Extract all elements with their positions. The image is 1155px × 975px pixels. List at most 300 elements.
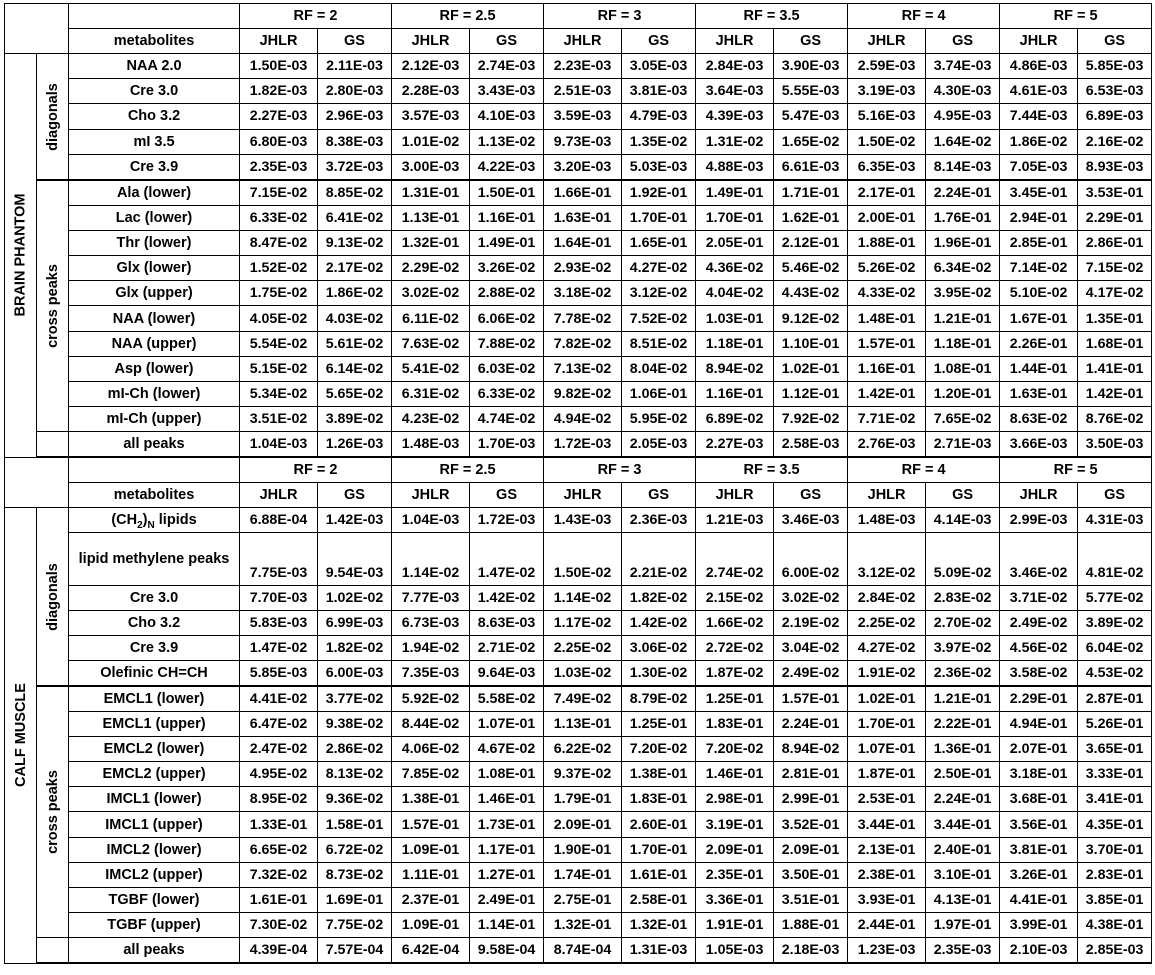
calf-jhlr-value: 2.29E-01 bbox=[1000, 686, 1078, 712]
brain-metabolite-name: mI-Ch (upper) bbox=[69, 406, 240, 431]
brain-jhlr-value: 1.48E-03 bbox=[392, 432, 470, 458]
brain-gs-value: 3.05E-03 bbox=[622, 54, 696, 79]
results-table bbox=[4, 3, 1152, 964]
brain-jhlr-value: 6.33E-02 bbox=[240, 206, 318, 231]
brain-rf-header: RF = 3.5 bbox=[696, 4, 848, 29]
calf-jhlr-value: 1.61E-01 bbox=[240, 887, 318, 912]
calf-gs-value: 2.60E-01 bbox=[622, 812, 696, 837]
brain-gs-value: 1.65E-01 bbox=[622, 231, 696, 256]
brain-gs-value: 1.35E-02 bbox=[622, 129, 696, 154]
calf-gs-value: 4.81E-02 bbox=[1078, 533, 1152, 586]
calf-diagonals-label-wrap bbox=[37, 510, 68, 684]
brain-cross-row bbox=[5, 381, 1152, 406]
calf-gs-value: 1.17E-01 bbox=[470, 837, 544, 862]
brain-gs-header: GS bbox=[926, 29, 1000, 54]
brain-gs-value: 7.15E-02 bbox=[1078, 256, 1152, 281]
calf-gs-value: 2.24E-01 bbox=[774, 712, 848, 737]
calf-all-peaks-spacer bbox=[37, 938, 69, 964]
calf-jhlr-value: 6.65E-02 bbox=[240, 837, 318, 862]
brain-metabolite-name: Lac (lower) bbox=[69, 206, 240, 231]
brain-gs-value: 3.43E-03 bbox=[470, 79, 544, 104]
brain-gs-value: 5.46E-02 bbox=[774, 256, 848, 281]
calf-jhlr-value: 1.43E-03 bbox=[544, 508, 622, 533]
brain-rf-header: RF = 4 bbox=[848, 4, 1000, 29]
calf-jhlr-value: 1.38E-01 bbox=[392, 787, 470, 812]
calf-gs-value: 3.97E-02 bbox=[926, 636, 1000, 661]
brain-gs-value: 1.50E-01 bbox=[470, 180, 544, 206]
calf-cross-label bbox=[37, 686, 69, 938]
calf-cross-row bbox=[5, 887, 1152, 912]
brain-cross-row bbox=[5, 281, 1152, 306]
brain-diagonal-row bbox=[5, 79, 1152, 104]
brain-jhlr-value: 7.15E-02 bbox=[240, 180, 318, 206]
calf-gs-value: 3.85E-01 bbox=[1078, 887, 1152, 912]
brain-jhlr-value: 2.59E-03 bbox=[848, 54, 926, 79]
brain-gs-value: 2.58E-03 bbox=[774, 432, 848, 458]
brain-gs-value: 2.80E-03 bbox=[318, 79, 392, 104]
brain-gs-value: 8.14E-03 bbox=[926, 154, 1000, 180]
calf-section-label-wrap bbox=[5, 511, 36, 960]
brain-rf-header: RF = 3 bbox=[544, 4, 696, 29]
brain-jhlr-value: 7.82E-02 bbox=[544, 331, 622, 356]
calf-gs-value: 1.47E-02 bbox=[470, 533, 544, 586]
calf-gs-value: 8.13E-02 bbox=[318, 762, 392, 787]
calf-jhlr-value: 1.90E-01 bbox=[544, 837, 622, 862]
brain-gs-value: 6.33E-02 bbox=[470, 381, 544, 406]
calf-jhlr-value: 3.81E-01 bbox=[1000, 837, 1078, 862]
brain-jhlr-value: 7.63E-02 bbox=[392, 331, 470, 356]
brain-jhlr-value: 1.13E-01 bbox=[392, 206, 470, 231]
brain-gs-value: 2.17E-02 bbox=[318, 256, 392, 281]
brain-gs-value: 1.86E-02 bbox=[318, 281, 392, 306]
brain-metabolite-name: Cre 3.9 bbox=[69, 154, 240, 180]
brain-jhlr-value: 4.61E-03 bbox=[1000, 79, 1078, 104]
calf-gs-value: 1.72E-03 bbox=[470, 508, 544, 533]
brain-gs-value: 8.93E-03 bbox=[1078, 154, 1152, 180]
brain-gs-value: 4.43E-02 bbox=[774, 281, 848, 306]
calf-gs-value: 5.77E-02 bbox=[1078, 586, 1152, 611]
brain-gs-value: 2.24E-01 bbox=[926, 180, 1000, 206]
calf-section-label bbox=[5, 508, 37, 964]
brain-jhlr-value: 7.14E-02 bbox=[1000, 256, 1078, 281]
calf-gs-value: 6.04E-02 bbox=[1078, 636, 1152, 661]
brain-jhlr-value: 6.31E-02 bbox=[392, 381, 470, 406]
calf-jhlr-value: 1.46E-01 bbox=[696, 762, 774, 787]
calf-gs-value: 4.35E-01 bbox=[1078, 812, 1152, 837]
brain-gs-value: 6.53E-03 bbox=[1078, 79, 1152, 104]
brain-diagonals-label-text: diagonals bbox=[44, 82, 61, 151]
brain-jhlr-value: 3.20E-03 bbox=[544, 154, 622, 180]
calf-subheader-row bbox=[5, 483, 1152, 508]
calf-cross-row bbox=[5, 712, 1152, 737]
calf-jhlr-value: 1.14E-02 bbox=[544, 586, 622, 611]
calf-jhlr-value: 1.21E-03 bbox=[696, 508, 774, 533]
calf-gs-value: 1.08E-01 bbox=[470, 762, 544, 787]
brain-metabolite-name: NAA (lower) bbox=[69, 306, 240, 331]
calf-jhlr-value: 2.99E-03 bbox=[1000, 508, 1078, 533]
brain-metabolite-name: Thr (lower) bbox=[69, 231, 240, 256]
brain-gs-value: 1.20E-01 bbox=[926, 381, 1000, 406]
brain-jhlr-value: 1.01E-02 bbox=[392, 129, 470, 154]
brain-cross-label-text: cross peaks bbox=[44, 264, 61, 348]
calf-metabolite-name: Cho 3.2 bbox=[69, 611, 240, 636]
calf-jhlr-value: 2.10E-03 bbox=[1000, 938, 1078, 964]
results-table-body bbox=[5, 4, 1152, 964]
calf-jhlr-value: 6.47E-02 bbox=[240, 712, 318, 737]
brain-rf-header-row bbox=[5, 4, 1152, 29]
calf-gs-value: 2.50E-01 bbox=[926, 762, 1000, 787]
calf-jhlr-value: 3.71E-02 bbox=[1000, 586, 1078, 611]
calf-jhlr-value: 4.56E-02 bbox=[1000, 636, 1078, 661]
brain-gs-header: GS bbox=[774, 29, 848, 54]
brain-gs-value: 1.71E-01 bbox=[774, 180, 848, 206]
calf-jhlr-value: 8.74E-04 bbox=[544, 938, 622, 964]
calf-jhlr-value: 2.74E-02 bbox=[696, 533, 774, 586]
brain-metabolite-name: Glx (upper) bbox=[69, 281, 240, 306]
calf-jhlr-value: 7.32E-02 bbox=[240, 862, 318, 887]
lipid-sub1: 2 bbox=[137, 519, 143, 531]
calf-gs-value: 3.65E-01 bbox=[1078, 737, 1152, 762]
calf-metabolite-name: TGBF (lower) bbox=[69, 887, 240, 912]
calf-jhlr-value: 2.38E-01 bbox=[848, 862, 926, 887]
calf-metabolite-name: EMCL1 (lower) bbox=[69, 686, 240, 712]
calf-jhlr-value: 8.95E-02 bbox=[240, 787, 318, 812]
calf-gs-header: GS bbox=[318, 483, 392, 508]
brain-jhlr-value: 4.04E-02 bbox=[696, 281, 774, 306]
brain-jhlr-value: 3.19E-03 bbox=[848, 79, 926, 104]
calf-gs-value: 3.06E-02 bbox=[622, 636, 696, 661]
calf-jhlr-value: 3.56E-01 bbox=[1000, 812, 1078, 837]
brain-jhlr-value: 1.52E-02 bbox=[240, 256, 318, 281]
brain-jhlr-value: 2.51E-03 bbox=[544, 79, 622, 104]
brain-jhlr-value: 9.73E-03 bbox=[544, 129, 622, 154]
brain-gs-value: 8.76E-02 bbox=[1078, 406, 1152, 431]
calf-gs-value: 3.52E-01 bbox=[774, 812, 848, 837]
calf-jhlr-value: 2.53E-01 bbox=[848, 787, 926, 812]
brain-gs-value: 1.62E-01 bbox=[774, 206, 848, 231]
calf-cross-row bbox=[5, 762, 1152, 787]
brain-gs-value: 5.85E-03 bbox=[1078, 54, 1152, 79]
brain-gs-value: 3.81E-03 bbox=[622, 79, 696, 104]
calf-cross-row bbox=[5, 737, 1152, 762]
calf-jhlr-value: 1.48E-03 bbox=[848, 508, 926, 533]
brain-gs-header: GS bbox=[318, 29, 392, 54]
lipid-rest: lipids bbox=[154, 512, 197, 528]
calf-jhlr-value: 1.91E-02 bbox=[848, 661, 926, 687]
brain-gs-value: 1.70E-01 bbox=[622, 206, 696, 231]
lipid-paren: ) bbox=[142, 512, 148, 528]
brain-gs-value: 1.02E-01 bbox=[774, 356, 848, 381]
calf-jhlr-value: 1.14E-02 bbox=[392, 533, 470, 586]
calf-gs-value: 3.41E-01 bbox=[1078, 787, 1152, 812]
brain-corner-blank bbox=[69, 4, 240, 29]
calf-gs-value: 3.50E-01 bbox=[774, 862, 848, 887]
calf-jhlr-value: 7.70E-03 bbox=[240, 586, 318, 611]
calf-gs-value: 2.22E-01 bbox=[926, 712, 1000, 737]
brain-metabolite-name: Asp (lower) bbox=[69, 356, 240, 381]
calf-gs-value: 1.42E-03 bbox=[318, 508, 392, 533]
calf-jhlr-header: JHLR bbox=[392, 483, 470, 508]
brain-gs-value: 6.41E-02 bbox=[318, 206, 392, 231]
calf-gs-value: 4.38E-01 bbox=[1078, 912, 1152, 937]
calf-gs-value: 1.61E-01 bbox=[622, 862, 696, 887]
brain-subheader-row bbox=[5, 29, 1152, 54]
brain-jhlr-value: 7.78E-02 bbox=[544, 306, 622, 331]
calf-gs-value: 2.83E-02 bbox=[926, 586, 1000, 611]
brain-gs-value: 1.18E-01 bbox=[926, 331, 1000, 356]
brain-jhlr-value: 1.50E-02 bbox=[848, 129, 926, 154]
calf-jhlr-value: 5.92E-02 bbox=[392, 686, 470, 712]
lipid-main: (CH bbox=[111, 512, 138, 528]
brain-cross-row bbox=[5, 231, 1152, 256]
calf-gs-value: 8.79E-02 bbox=[622, 686, 696, 712]
calf-jhlr-header: JHLR bbox=[696, 483, 774, 508]
calf-cross-row bbox=[5, 912, 1152, 937]
calf-gs-value: 5.26E-01 bbox=[1078, 712, 1152, 737]
calf-gs-value: 6.72E-02 bbox=[318, 837, 392, 862]
calf-gs-value: 1.69E-01 bbox=[318, 887, 392, 912]
calf-jhlr-value: 1.74E-01 bbox=[544, 862, 622, 887]
calf-cross-row bbox=[5, 862, 1152, 887]
brain-jhlr-value: 2.00E-01 bbox=[848, 206, 926, 231]
calf-gs-value: 3.89E-02 bbox=[1078, 611, 1152, 636]
calf-gs-value: 3.51E-01 bbox=[774, 887, 848, 912]
calf-gs-header: GS bbox=[926, 483, 1000, 508]
calf-gs-value: 2.70E-02 bbox=[926, 611, 1000, 636]
calf-jhlr-value: 1.50E-02 bbox=[544, 533, 622, 586]
calf-jhlr-header: JHLR bbox=[848, 483, 926, 508]
brain-gs-value: 5.55E-03 bbox=[774, 79, 848, 104]
brain-jhlr-value: 1.18E-01 bbox=[696, 331, 774, 356]
calf-cross-row bbox=[5, 686, 1152, 712]
brain-gs-value: 4.10E-03 bbox=[470, 104, 544, 129]
calf-gs-value: 1.46E-01 bbox=[470, 787, 544, 812]
brain-jhlr-header: JHLR bbox=[696, 29, 774, 54]
brain-metabolite-name: NAA (upper) bbox=[69, 331, 240, 356]
brain-jhlr-value: 1.64E-01 bbox=[544, 231, 622, 256]
calf-jhlr-value: 3.18E-01 bbox=[1000, 762, 1078, 787]
calf-gs-value: 2.49E-02 bbox=[774, 661, 848, 687]
brain-gs-value: 7.88E-02 bbox=[470, 331, 544, 356]
calf-gs-value: 1.82E-02 bbox=[622, 586, 696, 611]
calf-cross-row bbox=[5, 837, 1152, 862]
calf-jhlr-value: 3.99E-01 bbox=[1000, 912, 1078, 937]
calf-gs-value: 2.24E-01 bbox=[926, 787, 1000, 812]
brain-jhlr-value: 1.31E-02 bbox=[696, 129, 774, 154]
brain-gs-value: 7.92E-02 bbox=[774, 406, 848, 431]
calf-gs-value: 9.36E-02 bbox=[318, 787, 392, 812]
calf-diagonal-row bbox=[5, 508, 1152, 533]
calf-jhlr-value: 1.70E-01 bbox=[848, 712, 926, 737]
brain-gs-header: GS bbox=[1078, 29, 1152, 54]
brain-jhlr-value: 3.45E-01 bbox=[1000, 180, 1078, 206]
brain-gs-value: 1.92E-01 bbox=[622, 180, 696, 206]
calf-section-label-text: CALF MUSCLE bbox=[12, 683, 29, 788]
brain-jhlr-value: 1.82E-03 bbox=[240, 79, 318, 104]
brain-jhlr-value: 4.23E-02 bbox=[392, 406, 470, 431]
calf-all-peaks-label: all peaks bbox=[69, 938, 240, 964]
brain-jhlr-value: 2.27E-03 bbox=[240, 104, 318, 129]
calf-gs-value: 3.10E-01 bbox=[926, 862, 1000, 887]
brain-gs-value: 1.76E-01 bbox=[926, 206, 1000, 231]
calf-gs-value: 1.73E-01 bbox=[470, 812, 544, 837]
calf-gs-value: 4.31E-03 bbox=[1078, 508, 1152, 533]
brain-gs-value: 8.85E-02 bbox=[318, 180, 392, 206]
calf-gs-value: 4.67E-02 bbox=[470, 737, 544, 762]
calf-jhlr-value: 4.94E-01 bbox=[1000, 712, 1078, 737]
calf-jhlr-value: 7.85E-02 bbox=[392, 762, 470, 787]
calf-jhlr-value: 1.87E-02 bbox=[696, 661, 774, 687]
brain-cross-label bbox=[37, 180, 69, 432]
calf-gs-value: 1.02E-02 bbox=[318, 586, 392, 611]
calf-jhlr-value: 2.09E-01 bbox=[544, 812, 622, 837]
calf-jhlr-value: 2.37E-01 bbox=[392, 887, 470, 912]
calf-gs-value: 2.40E-01 bbox=[926, 837, 1000, 862]
brain-gs-value: 3.95E-02 bbox=[926, 281, 1000, 306]
calf-jhlr-value: 7.77E-03 bbox=[392, 586, 470, 611]
calf-metabolite-name: Olefinic CH=CH bbox=[69, 661, 240, 687]
brain-cross-row bbox=[5, 331, 1152, 356]
brain-gs-value: 5.65E-02 bbox=[318, 381, 392, 406]
calf-gs-value: 2.85E-03 bbox=[1078, 938, 1152, 964]
brain-gs-value: 2.16E-02 bbox=[1078, 129, 1152, 154]
brain-gs-value: 3.50E-03 bbox=[1078, 432, 1152, 458]
calf-rf-header: RF = 5 bbox=[1000, 457, 1152, 483]
calf-jhlr-value: 4.27E-02 bbox=[848, 636, 926, 661]
calf-jhlr-value: 1.13E-01 bbox=[544, 712, 622, 737]
brain-gs-value: 2.71E-03 bbox=[926, 432, 1000, 458]
brain-diagonal-row bbox=[5, 104, 1152, 129]
calf-jhlr-value: 2.44E-01 bbox=[848, 912, 926, 937]
brain-gs-value: 7.65E-02 bbox=[926, 406, 1000, 431]
calf-jhlr-value: 1.09E-01 bbox=[392, 912, 470, 937]
calf-gs-value: 2.36E-03 bbox=[622, 508, 696, 533]
calf-jhlr-value: 3.68E-01 bbox=[1000, 787, 1078, 812]
calf-jhlr-value: 1.25E-01 bbox=[696, 686, 774, 712]
calf-cross-label-wrap bbox=[37, 687, 68, 937]
calf-gs-value: 3.44E-01 bbox=[926, 812, 1000, 837]
calf-gs-value: 1.88E-01 bbox=[774, 912, 848, 937]
calf-gs-value: 1.83E-01 bbox=[622, 787, 696, 812]
calf-gs-value: 1.57E-01 bbox=[774, 686, 848, 712]
brain-gs-value: 5.95E-02 bbox=[622, 406, 696, 431]
brain-diagonals-label bbox=[37, 54, 69, 181]
lipid-sub2: N bbox=[147, 519, 155, 531]
calf-jhlr-value: 7.49E-02 bbox=[544, 686, 622, 712]
calf-jhlr-value: 1.47E-02 bbox=[240, 636, 318, 661]
calf-rf-header: RF = 3.5 bbox=[696, 457, 848, 483]
brain-gs-value: 6.61E-03 bbox=[774, 154, 848, 180]
brain-jhlr-value: 4.86E-03 bbox=[1000, 54, 1078, 79]
brain-gs-value: 4.30E-03 bbox=[926, 79, 1000, 104]
results-table-container bbox=[4, 3, 1152, 964]
brain-gs-value: 6.34E-02 bbox=[926, 256, 1000, 281]
calf-gs-value: 1.21E-01 bbox=[926, 686, 1000, 712]
brain-jhlr-header: JHLR bbox=[544, 29, 622, 54]
calf-jhlr-value: 1.79E-01 bbox=[544, 787, 622, 812]
calf-gs-value: 2.35E-03 bbox=[926, 938, 1000, 964]
brain-gs-value: 1.70E-03 bbox=[470, 432, 544, 458]
brain-jhlr-value: 3.00E-03 bbox=[392, 154, 470, 180]
brain-jhlr-value: 8.94E-02 bbox=[696, 356, 774, 381]
calf-gs-value: 1.42E-02 bbox=[470, 586, 544, 611]
brain-metabolite-name: Glx (lower) bbox=[69, 256, 240, 281]
calf-gs-value: 1.38E-01 bbox=[622, 762, 696, 787]
calf-cross-row bbox=[5, 787, 1152, 812]
brain-gs-value: 1.21E-01 bbox=[926, 306, 1000, 331]
calf-jhlr-value: 3.46E-02 bbox=[1000, 533, 1078, 586]
brain-gs-value: 4.03E-02 bbox=[318, 306, 392, 331]
brain-diagonals-label-wrap bbox=[37, 54, 68, 179]
brain-jhlr-value: 1.32E-01 bbox=[392, 231, 470, 256]
calf-gs-value: 3.77E-02 bbox=[318, 686, 392, 712]
brain-all-peaks-spacer bbox=[37, 432, 69, 458]
brain-gs-value: 9.13E-02 bbox=[318, 231, 392, 256]
calf-jhlr-value: 4.39E-04 bbox=[240, 938, 318, 964]
brain-jhlr-value: 1.50E-03 bbox=[240, 54, 318, 79]
brain-jhlr-value: 7.44E-03 bbox=[1000, 104, 1078, 129]
brain-jhlr-value: 3.66E-03 bbox=[1000, 432, 1078, 458]
calf-jhlr-value: 1.87E-01 bbox=[848, 762, 926, 787]
brain-gs-value: 4.27E-02 bbox=[622, 256, 696, 281]
brain-jhlr-value: 1.66E-01 bbox=[544, 180, 622, 206]
calf-metabolite-name: IMCL2 (lower) bbox=[69, 837, 240, 862]
brain-jhlr-header: JHLR bbox=[848, 29, 926, 54]
calf-gs-header: GS bbox=[774, 483, 848, 508]
brain-jhlr-value: 1.57E-01 bbox=[848, 331, 926, 356]
calf-jhlr-value: 8.44E-02 bbox=[392, 712, 470, 737]
brain-gs-value: 6.06E-02 bbox=[470, 306, 544, 331]
brain-jhlr-value: 5.16E-03 bbox=[848, 104, 926, 129]
calf-rf-header-row bbox=[5, 457, 1152, 483]
calf-diagonals-label-text: diagonals bbox=[44, 562, 61, 631]
brain-jhlr-value: 1.16E-01 bbox=[696, 381, 774, 406]
brain-jhlr-value: 4.39E-03 bbox=[696, 104, 774, 129]
calf-gs-value: 2.81E-01 bbox=[774, 762, 848, 787]
calf-jhlr-value: 6.42E-04 bbox=[392, 938, 470, 964]
brain-jhlr-value: 1.63E-01 bbox=[1000, 381, 1078, 406]
brain-jhlr-value: 2.93E-02 bbox=[544, 256, 622, 281]
calf-gs-value: 7.20E-02 bbox=[622, 737, 696, 762]
calf-jhlr-value: 1.17E-02 bbox=[544, 611, 622, 636]
calf-diagonal-row bbox=[5, 661, 1152, 687]
brain-jhlr-value: 7.71E-02 bbox=[848, 406, 926, 431]
calf-jhlr-value: 6.22E-02 bbox=[544, 737, 622, 762]
calf-gs-value: 1.27E-01 bbox=[470, 862, 544, 887]
calf-gs-value: 1.30E-02 bbox=[622, 661, 696, 687]
brain-gs-value: 3.53E-01 bbox=[1078, 180, 1152, 206]
calf-jhlr-value: 1.09E-01 bbox=[392, 837, 470, 862]
calf-gs-header: GS bbox=[622, 483, 696, 508]
brain-jhlr-value: 6.35E-03 bbox=[848, 154, 926, 180]
calf-jhlr-value: 2.09E-01 bbox=[696, 837, 774, 862]
brain-jhlr-value: 4.05E-02 bbox=[240, 306, 318, 331]
calf-metabolites-header: metabolites bbox=[69, 483, 240, 508]
brain-all-peaks-label: all peaks bbox=[69, 432, 240, 458]
brain-jhlr-value: 4.33E-02 bbox=[848, 281, 926, 306]
brain-jhlr-value: 5.10E-02 bbox=[1000, 281, 1078, 306]
brain-gs-value: 6.89E-03 bbox=[1078, 104, 1152, 129]
brain-jhlr-value: 1.42E-01 bbox=[848, 381, 926, 406]
brain-jhlr-value: 6.80E-03 bbox=[240, 129, 318, 154]
brain-gs-value: 4.79E-03 bbox=[622, 104, 696, 129]
brain-jhlr-value: 3.64E-03 bbox=[696, 79, 774, 104]
calf-gs-value: 3.04E-02 bbox=[774, 636, 848, 661]
calf-diagonals-label bbox=[37, 508, 69, 687]
calf-jhlr-value: 1.66E-02 bbox=[696, 611, 774, 636]
calf-jhlr-value: 7.75E-03 bbox=[240, 533, 318, 586]
brain-gs-value: 1.65E-02 bbox=[774, 129, 848, 154]
